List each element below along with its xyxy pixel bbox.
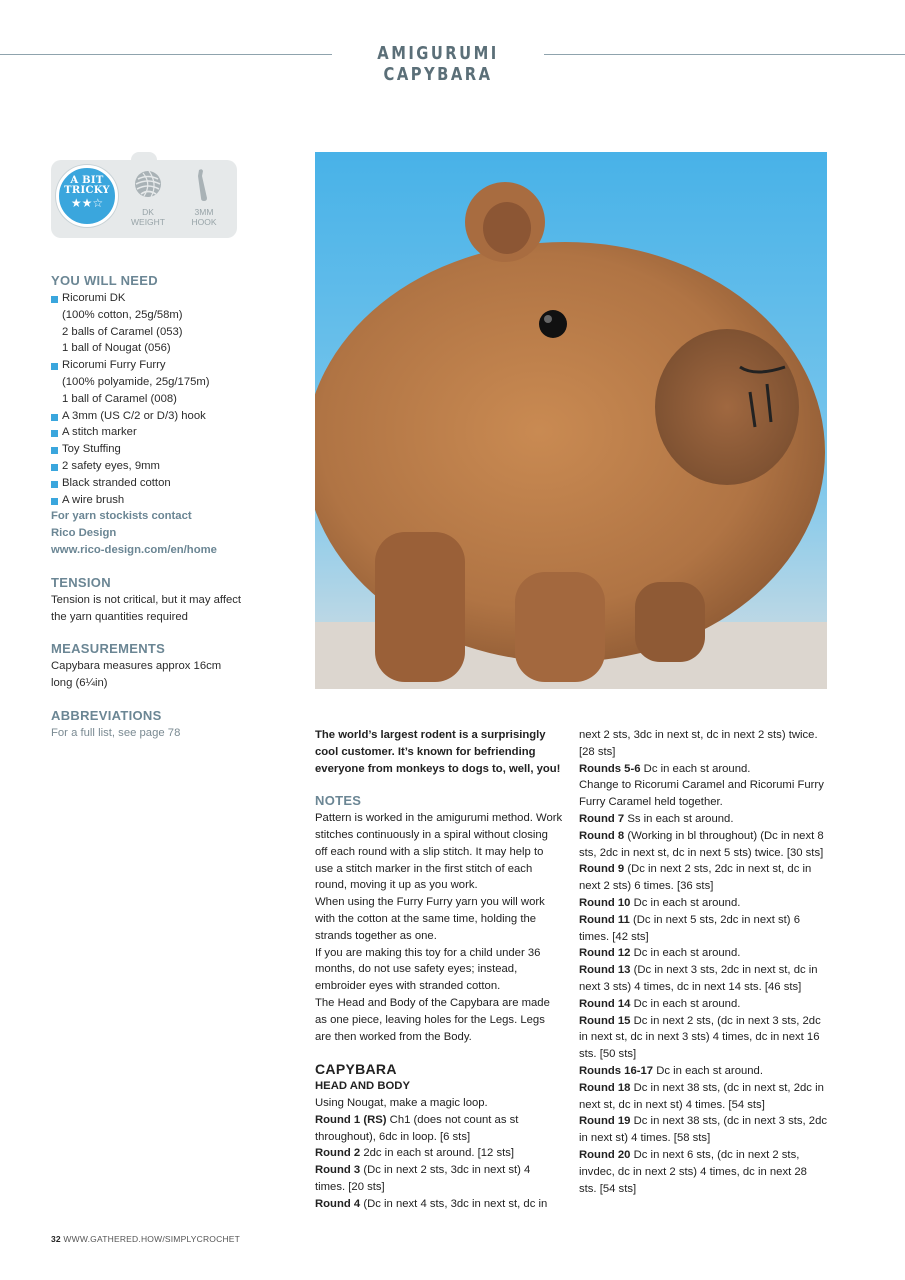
difficulty-label-1: A BIT — [70, 175, 104, 186]
hook-size-caption: 3MM HOOK — [191, 207, 217, 227]
round-instruction: Round 10 Dc in each st around. — [579, 896, 741, 909]
capybara-photo — [315, 152, 827, 689]
materials-list-item — [51, 441, 251, 458]
round-instruction: Round 8 (Working in bl throughout) (Dc in next 8 sts, 2dc in next st, dc in next 5 sts) twice. [30 sts] — [579, 829, 824, 859]
measurements-text: Capybara measures approx 16cm long (6¼in) — [51, 660, 222, 690]
header-rule-left — [0, 54, 332, 55]
abbreviations-text: For a full list, see page 78 — [51, 726, 181, 739]
bullet-square-icon — [51, 464, 58, 471]
stockist-contact-line2: Rico Design — [51, 527, 117, 540]
capybara-heading: CAPYBARA — [315, 1061, 397, 1078]
yarn-ball-icon — [134, 170, 162, 198]
page-title: AMIGURUMI CAPYBARA — [377, 43, 499, 85]
material-label: Ricorumi Furry Furry — [62, 359, 166, 372]
material-label: A 3mm (US C/2 or D/3) hook — [62, 409, 206, 422]
materials-list-item — [51, 424, 251, 441]
materials-list-item — [51, 357, 251, 407]
pattern-column-1 — [315, 727, 563, 1213]
rounds-list — [315, 1112, 563, 1213]
difficulty-label-2: TRICKY — [64, 185, 110, 196]
measurements-heading: MEASUREMENTS — [51, 641, 166, 657]
rounds-list — [579, 811, 827, 1197]
you-will-need-heading: YOU WILL NEED — [51, 273, 158, 288]
round-instruction: Round 4 (Dc in next 4 sts, 3dc in next st, dc in — [315, 1197, 548, 1210]
material-detail: 1 ball of Nougat (056) — [62, 342, 171, 355]
stockist-website-link[interactable]: www.rico-design.com/en/home — [51, 543, 217, 556]
material-label: 2 safety eyes, 9mm — [62, 459, 160, 472]
yarn-weight-caption: DK WEIGHT — [131, 207, 165, 227]
footer-url: WWW.GATHERED.HOW/SIMPLYCROCHET — [63, 1234, 241, 1244]
intro-text: The world’s largest rodent is a surprisingly cool customer. It’s known for befriending everyone from monkeys to dogs to, well, you! — [315, 729, 561, 775]
material-label: A stitch marker — [62, 426, 137, 439]
notes-paragraph: If you are making this toy for a child under 36 months, do not use safety eyes; instead, embroider eyes with stranded cotton. — [315, 946, 541, 993]
round-instruction: Round 1 (RS) Ch1 (does not count as st throughout), 6dc in loop. [6 sts] — [315, 1113, 519, 1143]
materials-list-item — [51, 475, 251, 492]
round-instruction: Round 11 (Dc in next 5 sts, 2dc in next st) 6 times. [42 sts] — [579, 913, 800, 943]
round-instruction: Round 18 Dc in next 38 sts, (dc in next st, 2dc in next st, dc in next st) 4 times. [54 sts] — [579, 1081, 824, 1111]
bullet-square-icon — [51, 498, 58, 505]
stockist-contact-line1: For yarn stockists contact — [51, 510, 192, 523]
bullet-square-icon — [51, 481, 58, 488]
page-footer — [51, 1234, 240, 1244]
materials-list-item — [51, 492, 251, 509]
bullet-square-icon — [51, 447, 58, 454]
bullet-square-icon — [51, 430, 58, 437]
material-label: A wire brush — [62, 493, 125, 506]
material-label: Toy Stuffing — [62, 443, 121, 456]
head-body-subheading: HEAD AND BODY — [315, 1080, 410, 1093]
materials-list — [51, 290, 251, 508]
start-instruction: Using Nougat, make a magic loop. — [315, 1096, 488, 1109]
round-instruction: Round 12 Dc in each st around. — [579, 947, 741, 960]
materials-list-item — [51, 458, 251, 475]
difficulty-stars: ★★☆ — [70, 196, 104, 210]
round-instruction: Round 14 Dc in each st around. — [579, 997, 741, 1010]
round-instruction: Rounds 5-6 Dc in each st around. — [579, 762, 751, 775]
page-number: 32 — [51, 1234, 61, 1244]
materials-list-item — [51, 290, 251, 357]
material-label: Black stranded cotton — [62, 476, 171, 489]
material-detail: (100% cotton, 25g/58m) — [62, 308, 183, 321]
header-rule-right — [544, 54, 905, 55]
round-instruction: Rounds 16-17 Dc in each st around. — [579, 1064, 763, 1077]
difficulty-badge — [56, 165, 118, 227]
material-label: Ricorumi DK — [62, 292, 126, 304]
sidebar — [51, 273, 251, 742]
round-4-continued: next 2 sts, 3dc in next st, dc in next 2 sts) twice. [28 sts] — [579, 729, 818, 758]
round-instruction: Round 15 Dc in next 2 sts, (dc in next 3 sts, 2dc in next st, dc in next 3 sts) 4 times, dc in next 16 sts. [50 sts] — [579, 1014, 821, 1061]
round-instruction: Round 9 (Dc in next 2 sts, 2dc in next st, dc in next 2 sts) 6 times. [36 sts] — [579, 863, 812, 893]
tension-heading: TENSION — [51, 574, 111, 590]
bullet-square-icon — [51, 363, 58, 370]
material-detail: 1 ball of Caramel (008) — [62, 392, 177, 405]
bullet-square-icon — [51, 296, 58, 303]
pattern-column-2 — [579, 727, 827, 1197]
round-instruction: Round 2 2dc in each st around. [12 sts] — [315, 1147, 515, 1160]
notes-heading: NOTES — [315, 793, 362, 809]
tension-text: Tension is not critical, but it may affect the yarn quantities required — [51, 593, 242, 623]
abbreviations-heading: ABBREVIATIONS — [51, 707, 162, 723]
round-instruction: Round 20 Dc in next 6 sts, (dc in next 2 sts, invdec, dc in next 2 sts) 4 times, dc in next 28 sts. [54 sts] — [579, 1148, 807, 1195]
crochet-hook-icon — [193, 168, 213, 202]
bullet-square-icon — [51, 414, 58, 421]
round-instruction: Round 19 Dc in next 38 sts, (dc in next 3 sts, 2dc in next st) 4 times. [58 sts] — [579, 1115, 827, 1145]
materials-list-item — [51, 408, 251, 425]
notes-paragraph: Pattern is worked in the amigurumi method. Work stitches continuously in a spiral without closing off each round with a slip stitch. It may help to use a stitch marker in the first stitch of each round, moving it up as you work. — [315, 812, 563, 892]
notes-paragraph: When using the Furry Furry yarn you will work with the cotton at the same time, holding the strands together as one. — [315, 896, 545, 942]
round-instruction: Round 13 (Dc in next 3 sts, 2dc in next st, dc in next 3 sts) 4 times, dc in next 14 sts. [46 sts] — [579, 964, 818, 993]
round-instruction: Round 7 Ss in each st around. — [579, 812, 734, 825]
notes-paragraph: The Head and Body of the Capybara are made as one piece, leaving holes for the Legs. Legs are then worked from the Body. — [315, 996, 550, 1043]
material-detail: (100% polyamide, 25g/175m) — [62, 375, 210, 388]
change-yarn-instruction: Change to Ricorumi Caramel and Ricorumi Furry Furry Caramel held together. — [579, 779, 824, 809]
material-detail: 2 balls of Caramel (053) — [62, 325, 183, 338]
round-instruction: Round 3 (Dc in next 2 sts, 3dc in next st) 4 times. [20 sts] — [315, 1164, 531, 1193]
